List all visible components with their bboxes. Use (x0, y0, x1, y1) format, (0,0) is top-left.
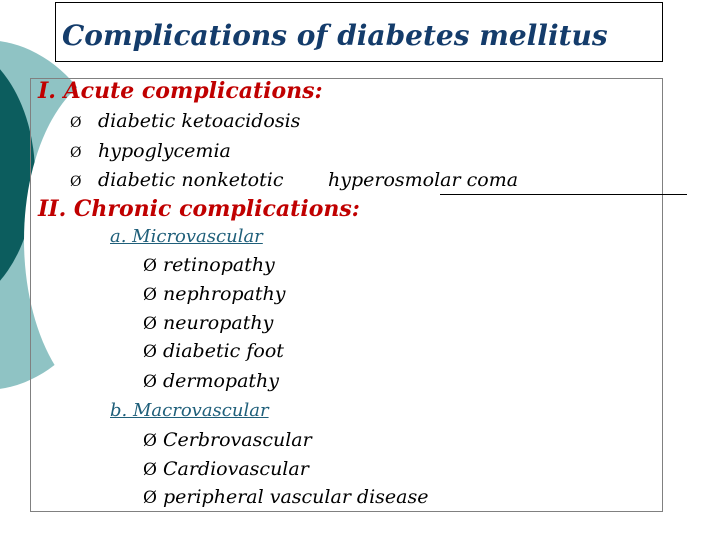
chronic-heading: II. Chronic complications: (38, 196, 360, 222)
arrow-bullet-icon: Ø (143, 488, 157, 508)
acute-item-label: diabetic ketoacidosis (98, 110, 301, 132)
arrow-bullet-icon: Ø (143, 256, 157, 276)
arrow-bullet-icon: Ø (143, 460, 157, 480)
list-item: Ø retinopathy (143, 254, 275, 276)
acute-item (70, 140, 231, 162)
list-item: Ø peripheral vascular disease (143, 486, 429, 508)
acute-item-label-overlap: hyperosmolar coma (328, 169, 519, 191)
list-item: Ø nephropathy (143, 283, 286, 305)
list-item: Ø diabetic foot (143, 340, 284, 362)
acute-item (70, 110, 300, 132)
arrow-bullet-icon: Ø (143, 314, 157, 334)
acute-item-label: hypoglycemia (98, 140, 231, 162)
title-box (55, 2, 663, 62)
list-item: Ø Cerbrovascular (143, 429, 312, 451)
acute-item-label: diabetic nonketotic (98, 169, 284, 191)
arrow-bullet-icon: Ø (70, 115, 82, 131)
list-item: Ø dermopathy (143, 370, 280, 392)
arrow-bullet-icon: Ø (143, 431, 157, 451)
slide-title: Complications of diabetes mellitus (62, 19, 608, 52)
arrow-bullet-icon: Ø (143, 285, 157, 305)
microvascular-heading: a. Microvascular (110, 226, 263, 247)
arrow-bullet-icon: Ø (143, 342, 157, 362)
acute-heading: I. Acute complications: (38, 78, 323, 104)
arrow-bullet-icon: Ø (70, 174, 82, 190)
acute-item (70, 169, 519, 191)
arrow-bullet-icon: Ø (143, 372, 157, 392)
arrow-bullet-icon: Ø (70, 145, 82, 161)
list-item: Ø neuropathy (143, 312, 274, 334)
macrovascular-heading: b. Macrovascular (110, 400, 269, 421)
list-item: Ø Cardiovascular (143, 458, 309, 480)
horizontal-rule (440, 194, 687, 195)
